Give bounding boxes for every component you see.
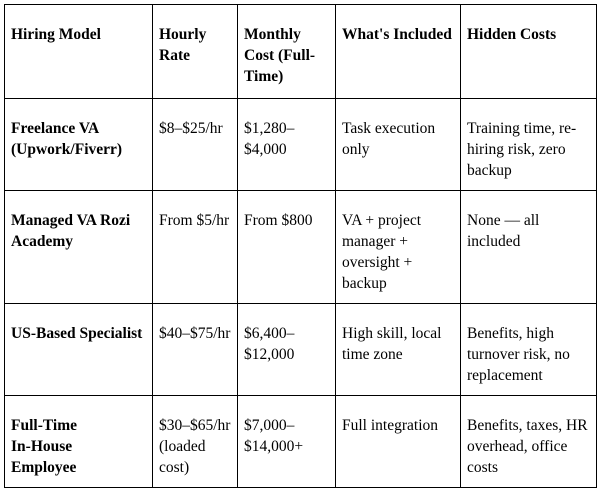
cell-hidden-costs: Benefits, taxes, HR overhead, office costs	[461, 396, 597, 488]
cell-whats-included: High skill, local time zone	[336, 304, 461, 396]
header-monthly-cost: Monthly Cost (Full-Time)	[238, 5, 336, 99]
cell-hiring-model: US-Based Specialist	[5, 304, 153, 396]
header-hidden-costs: Hidden Costs	[461, 5, 597, 99]
cell-hidden-costs: None — all included	[461, 191, 597, 304]
cell-monthly-cost: $1,280–$4,000	[238, 99, 336, 191]
header-hiring-model: Hiring Model	[5, 5, 153, 99]
cell-whats-included: Full integration	[336, 396, 461, 488]
cell-hiring-model: Full-Time In-House Employee	[5, 396, 153, 488]
header-whats-included: What's Included	[336, 5, 461, 99]
table-row-in-house-employee	[5, 396, 597, 488]
cell-whats-included: VA + project manager + oversight + backup	[336, 191, 461, 304]
cell-hiring-model: Managed VA Rozi Academy	[5, 191, 153, 304]
table-row-freelance-va	[5, 99, 597, 191]
cell-hourly-rate: $30–$65/hr (loaded cost)	[153, 396, 238, 488]
cell-whats-included: Task execution only	[336, 99, 461, 191]
cell-monthly-cost: From $800	[238, 191, 336, 304]
table-row-us-specialist	[5, 304, 597, 396]
cell-monthly-cost: $7,000–$14,000+	[238, 396, 336, 488]
hiring-cost-comparison-table-container	[4, 4, 597, 488]
table-header-row	[5, 5, 597, 99]
cell-hidden-costs: Benefits, high turnover risk, no replacement	[461, 304, 597, 396]
cell-hourly-rate: $40–$75/hr	[153, 304, 238, 396]
cell-hidden-costs: Training time, re-hiring risk, zero backup	[461, 99, 597, 191]
cell-hiring-model: Freelance VA (Upwork/Fiverr)	[5, 99, 153, 191]
header-hourly-rate: Hourly Rate	[153, 5, 238, 99]
table-row-managed-va	[5, 191, 597, 304]
cell-hourly-rate: $8–$25/hr	[153, 99, 238, 191]
hiring-cost-comparison-table	[4, 4, 597, 488]
cell-hourly-rate: From $5/hr	[153, 191, 238, 304]
cell-monthly-cost: $6,400–$12,000	[238, 304, 336, 396]
